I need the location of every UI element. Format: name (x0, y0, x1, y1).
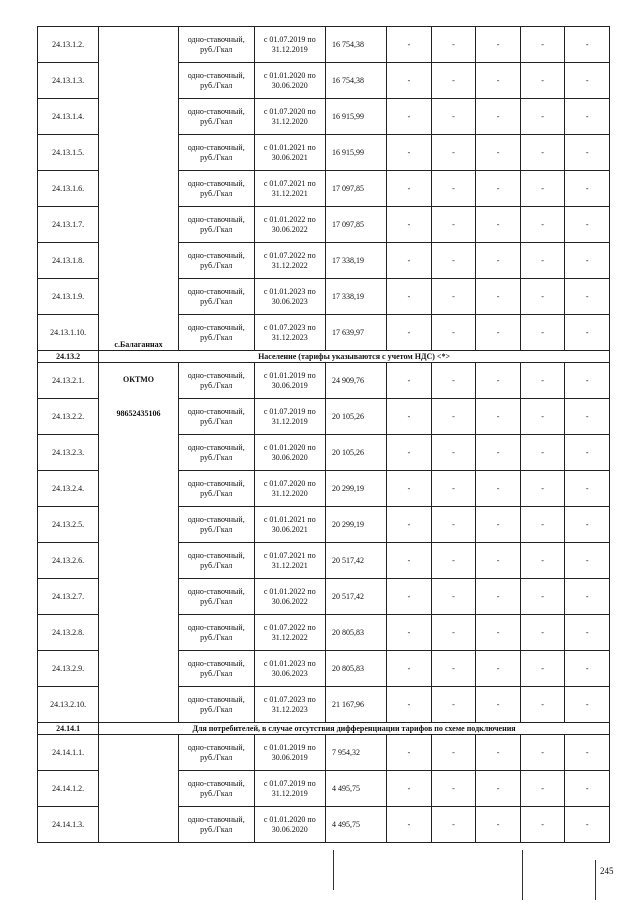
oktmo-cell (99, 363, 179, 723)
tariff-period: с 01.07.2019 по 31.12.2019 (254, 771, 326, 807)
row-code: 24.13.1.2. (38, 27, 99, 63)
tariff-period: с 01.07.2023 по 31.12.2023 (254, 315, 326, 351)
empty-value-cell: - (387, 651, 432, 687)
tariff-kind: одно-ставочный, руб./Гкал (178, 363, 254, 399)
empty-value-cell: - (476, 27, 521, 63)
tariff-period: с 01.01.2021 по 30.06.2021 (254, 135, 326, 171)
table-row (38, 735, 610, 771)
row-code: 24.14.1.2. (38, 771, 99, 807)
row-code: 24.13.2.8. (38, 615, 99, 651)
empty-value-cell: - (387, 399, 432, 435)
empty-value-cell: - (476, 207, 521, 243)
empty-value-cell: - (387, 435, 432, 471)
tariff-period: с 01.07.2022 по 31.12.2022 (254, 615, 326, 651)
tariff-price: 17 338,19 (326, 243, 387, 279)
empty-value-cell: - (565, 651, 610, 687)
empty-value-cell: - (476, 363, 521, 399)
tariff-period: с 01.01.2020 по 30.06.2020 (254, 807, 326, 843)
empty-value-cell: - (565, 135, 610, 171)
tariff-table-body (38, 27, 610, 843)
empty-value-cell: - (387, 315, 432, 351)
empty-value-cell: - (565, 279, 610, 315)
empty-value-cell: - (520, 63, 565, 99)
section-title: Для потребителей, в случае отсутствия дифференциации тарифов по схеме подключения (99, 723, 610, 735)
empty-value-cell: - (387, 279, 432, 315)
tariff-period: с 01.07.2020 по 31.12.2020 (254, 99, 326, 135)
section-title: Население (тарифы указываются с учетом НДС) <*> (99, 351, 610, 363)
tariff-period: с 01.01.2021 по 30.06.2021 (254, 507, 326, 543)
empty-value-cell: - (565, 615, 610, 651)
tariff-kind: одно-ставочный, руб./Гкал (178, 771, 254, 807)
tariff-kind: одно-ставочный, руб./Гкал (178, 399, 254, 435)
section-row (38, 351, 610, 363)
tariff-period: с 01.01.2019 по 30.06.2019 (254, 735, 326, 771)
tariff-period: с 01.07.2021 по 31.12.2021 (254, 543, 326, 579)
tariff-table (37, 26, 610, 843)
tariff-kind: одно-ставочный, руб./Гкал (178, 135, 254, 171)
section-code: 24.13.2 (38, 351, 99, 363)
scan-artifact (522, 850, 523, 900)
settlement-cell (99, 27, 179, 351)
tariff-kind: одно-ставочный, руб./Гкал (178, 651, 254, 687)
empty-value-cell: - (476, 651, 521, 687)
row-code: 24.13.1.4. (38, 99, 99, 135)
tariff-price: 21 167,96 (326, 687, 387, 723)
empty-value-cell: - (476, 135, 521, 171)
tariff-kind: одно-ставочный, руб./Гкал (178, 279, 254, 315)
empty-value-cell: - (476, 687, 521, 723)
empty-value-cell: - (387, 27, 432, 63)
tariff-price: 16 754,38 (326, 27, 387, 63)
empty-value-cell: - (476, 579, 521, 615)
empty-value-cell: - (476, 507, 521, 543)
empty-value-cell: - (520, 243, 565, 279)
empty-value-cell: - (387, 99, 432, 135)
empty-value-cell: - (431, 735, 476, 771)
tariff-price: 16 915,99 (326, 135, 387, 171)
empty-value-cell: - (431, 807, 476, 843)
tariff-price: 17 338,19 (326, 279, 387, 315)
tariff-kind: одно-ставочный, руб./Гкал (178, 207, 254, 243)
empty-value-cell: - (565, 435, 610, 471)
empty-value-cell: - (565, 579, 610, 615)
row-code: 24.13.1.10. (38, 315, 99, 351)
row-code: 24.13.2.7. (38, 579, 99, 615)
empty-value-cell: - (431, 99, 476, 135)
row-code: 24.13.1.6. (38, 171, 99, 207)
empty-value-cell: - (520, 735, 565, 771)
empty-value-cell: - (520, 171, 565, 207)
settlement-name: с.Балаганнах (114, 340, 163, 349)
tariff-kind: одно-ставочный, руб./Гкал (178, 615, 254, 651)
scan-artifact (333, 850, 334, 890)
empty-value-cell: - (565, 63, 610, 99)
empty-value-cell: - (476, 63, 521, 99)
empty-value-cell: - (387, 63, 432, 99)
tariff-period: с 01.07.2021 по 31.12.2021 (254, 171, 326, 207)
empty-value-cell: - (520, 99, 565, 135)
empty-value-cell: - (431, 687, 476, 723)
empty-value-cell: - (520, 507, 565, 543)
tariff-price: 20 805,83 (326, 651, 387, 687)
tariff-kind: одно-ставочный, руб./Гкал (178, 243, 254, 279)
place-cell (99, 735, 179, 843)
empty-value-cell: - (431, 279, 476, 315)
empty-value-cell: - (476, 471, 521, 507)
empty-value-cell: - (565, 171, 610, 207)
empty-value-cell: - (431, 435, 476, 471)
empty-value-cell: - (565, 27, 610, 63)
page-number: 245 (600, 866, 614, 876)
row-code: 24.13.1.8. (38, 243, 99, 279)
tariff-kind: одно-ставочный, руб./Гкал (178, 171, 254, 207)
row-code: 24.13.2.6. (38, 543, 99, 579)
row-code: 24.13.2.1. (38, 363, 99, 399)
empty-value-cell: - (387, 207, 432, 243)
empty-value-cell: - (476, 99, 521, 135)
row-code: 24.14.1.1. (38, 735, 99, 771)
empty-value-cell: - (387, 471, 432, 507)
tariff-kind: одно-ставочный, руб./Гкал (178, 99, 254, 135)
empty-value-cell: - (520, 207, 565, 243)
empty-value-cell: - (520, 435, 565, 471)
row-code: 24.13.2.9. (38, 651, 99, 687)
tariff-period: с 01.07.2022 по 31.12.2022 (254, 243, 326, 279)
tariff-price: 20 805,83 (326, 615, 387, 651)
tariff-period: с 01.07.2019 по 31.12.2019 (254, 27, 326, 63)
empty-value-cell: - (476, 243, 521, 279)
table-row (38, 27, 610, 63)
tariff-price: 4 495,75 (326, 807, 387, 843)
empty-value-cell: - (565, 507, 610, 543)
empty-value-cell: - (431, 615, 476, 651)
empty-value-cell: - (565, 363, 610, 399)
tariff-price: 4 495,75 (326, 771, 387, 807)
tariff-price: 20 299,19 (326, 471, 387, 507)
row-code: 24.13.2.5. (38, 507, 99, 543)
empty-value-cell: - (387, 135, 432, 171)
empty-value-cell: - (520, 279, 565, 315)
row-code: 24.13.2.3. (38, 435, 99, 471)
empty-value-cell: - (387, 363, 432, 399)
empty-value-cell: - (387, 507, 432, 543)
tariff-price: 7 954,32 (326, 735, 387, 771)
tariff-period: с 01.01.2019 по 30.06.2019 (254, 363, 326, 399)
empty-value-cell: - (520, 687, 565, 723)
empty-value-cell: - (387, 807, 432, 843)
tariff-period: с 01.01.2022 по 30.06.2022 (254, 207, 326, 243)
empty-value-cell: - (387, 243, 432, 279)
tariff-kind: одно-ставочный, руб./Гкал (178, 63, 254, 99)
row-code: 24.13.1.3. (38, 63, 99, 99)
empty-value-cell: - (431, 243, 476, 279)
section-row (38, 723, 610, 735)
empty-value-cell: - (520, 135, 565, 171)
tariff-kind: одно-ставочный, руб./Гкал (178, 435, 254, 471)
empty-value-cell: - (565, 207, 610, 243)
empty-value-cell: - (387, 543, 432, 579)
empty-value-cell: - (565, 399, 610, 435)
empty-value-cell: - (431, 579, 476, 615)
empty-value-cell: - (476, 807, 521, 843)
row-code: 24.14.1.3. (38, 807, 99, 843)
empty-value-cell: - (520, 315, 565, 351)
empty-value-cell: - (565, 771, 610, 807)
empty-value-cell: - (431, 543, 476, 579)
empty-value-cell: - (387, 771, 432, 807)
empty-value-cell: - (520, 615, 565, 651)
empty-value-cell: - (431, 207, 476, 243)
tariff-kind: одно-ставочный, руб./Гкал (178, 735, 254, 771)
row-code: 24.13.1.9. (38, 279, 99, 315)
empty-value-cell: - (476, 171, 521, 207)
empty-value-cell: - (476, 279, 521, 315)
empty-value-cell: - (520, 579, 565, 615)
tariff-price: 16 915,99 (326, 99, 387, 135)
empty-value-cell: - (476, 615, 521, 651)
tariff-price: 20 105,26 (326, 399, 387, 435)
empty-value-cell: - (520, 807, 565, 843)
tariff-kind: одно-ставочный, руб./Гкал (178, 27, 254, 63)
tariff-price: 20 517,42 (326, 543, 387, 579)
empty-value-cell: - (520, 363, 565, 399)
tariff-price: 17 639,97 (326, 315, 387, 351)
tariff-price: 16 754,38 (326, 63, 387, 99)
empty-value-cell: - (565, 315, 610, 351)
empty-value-cell: - (565, 687, 610, 723)
row-code: 24.13.2.2. (38, 399, 99, 435)
tariff-period: с 01.01.2020 по 30.06.2020 (254, 63, 326, 99)
empty-value-cell: - (431, 771, 476, 807)
scan-artifact (595, 860, 596, 900)
empty-value-cell: - (431, 135, 476, 171)
empty-value-cell: - (520, 771, 565, 807)
empty-value-cell: - (565, 735, 610, 771)
empty-value-cell: - (520, 399, 565, 435)
empty-value-cell: - (565, 99, 610, 135)
empty-value-cell: - (387, 171, 432, 207)
row-code: 24.13.2.10. (38, 687, 99, 723)
row-code: 24.13.2.4. (38, 471, 99, 507)
empty-value-cell: - (520, 27, 565, 63)
tariff-price: 20 105,26 (326, 435, 387, 471)
section-code: 24.14.1 (38, 723, 99, 735)
empty-value-cell: - (431, 651, 476, 687)
tariff-kind: одно-ставочный, руб./Гкал (178, 807, 254, 843)
tariff-period: с 01.07.2023 по 31.12.2023 (254, 687, 326, 723)
oktmo-label: ОКТМО (123, 375, 155, 384)
empty-value-cell: - (387, 579, 432, 615)
row-code: 24.13.1.7. (38, 207, 99, 243)
empty-value-cell: - (565, 543, 610, 579)
empty-value-cell: - (476, 735, 521, 771)
tariff-kind: одно-ставочный, руб./Гкал (178, 315, 254, 351)
tariff-kind: одно-ставочный, руб./Гкал (178, 507, 254, 543)
tariff-period: с 01.01.2022 по 30.06.2022 (254, 579, 326, 615)
empty-value-cell: - (476, 771, 521, 807)
empty-value-cell: - (565, 471, 610, 507)
empty-value-cell: - (565, 243, 610, 279)
table-row (38, 363, 610, 399)
empty-value-cell: - (520, 471, 565, 507)
empty-value-cell: - (520, 543, 565, 579)
tariff-kind: одно-ставочный, руб./Гкал (178, 471, 254, 507)
empty-value-cell: - (431, 507, 476, 543)
tariff-kind: одно-ставочный, руб./Гкал (178, 579, 254, 615)
tariff-period: с 01.01.2020 по 30.06.2020 (254, 435, 326, 471)
empty-value-cell: - (387, 687, 432, 723)
tariff-kind: одно-ставочный, руб./Гкал (178, 543, 254, 579)
tariff-period: с 01.07.2020 по 31.12.2020 (254, 471, 326, 507)
empty-value-cell: - (387, 735, 432, 771)
empty-value-cell: - (431, 363, 476, 399)
empty-value-cell: - (431, 63, 476, 99)
empty-value-cell: - (476, 543, 521, 579)
empty-value-cell: - (431, 27, 476, 63)
tariff-period: с 01.01.2023 по 30.06.2023 (254, 651, 326, 687)
oktmo-code: 98652435106 (116, 409, 161, 418)
tariff-price: 17 097,85 (326, 171, 387, 207)
empty-value-cell: - (476, 435, 521, 471)
tariff-period: с 01.07.2019 по 31.12.2019 (254, 399, 326, 435)
empty-value-cell: - (431, 171, 476, 207)
tariff-price: 24 909,76 (326, 363, 387, 399)
empty-value-cell: - (565, 807, 610, 843)
empty-value-cell: - (431, 471, 476, 507)
empty-value-cell: - (431, 315, 476, 351)
tariff-price: 20 299,19 (326, 507, 387, 543)
empty-value-cell: - (476, 315, 521, 351)
tariff-period: с 01.01.2023 по 30.06.2023 (254, 279, 326, 315)
row-code: 24.13.1.5. (38, 135, 99, 171)
empty-value-cell: - (520, 651, 565, 687)
tariff-price: 20 517,42 (326, 579, 387, 615)
tariff-price: 17 097,85 (326, 207, 387, 243)
empty-value-cell: - (387, 615, 432, 651)
empty-value-cell: - (476, 399, 521, 435)
empty-value-cell: - (431, 399, 476, 435)
tariff-kind: одно-ставочный, руб./Гкал (178, 687, 254, 723)
